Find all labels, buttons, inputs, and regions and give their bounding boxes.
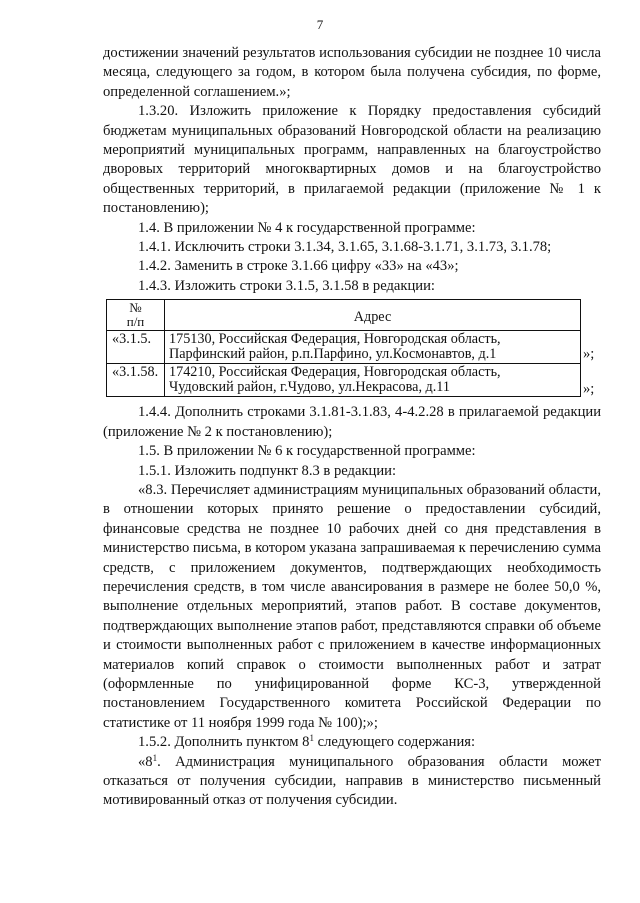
document-body bbox=[103, 44, 601, 811]
paragraph-1-3-20: 1.3.20. Изложить приложение к Порядку предоставления субсидий бюджетам муниципальных образований Новгородской области на реализацию мероприятий муниципальных программ, направленных на благоустройство дворовых территорий многоквартирных домов и на благоустройство общественных территорий, в прилагаемой редакции (приложение № 1 к постановлению); bbox=[103, 103, 601, 217]
text-run: следующего содержания: bbox=[313, 734, 476, 751]
row-number: «3.1.5. bbox=[107, 331, 165, 364]
paragraph-8-3: «8.3. Перечисляет администрациям муниципальных образований области, в отношении которых принято решение о предоставлении субсидий, финансовые средства не позднее 10 рабочих дней со дня представления в министерство письма, в котором указана запрашиваемая к перечислению сумма средств, с приложением документов, подтверждающих необходимость перечисления средств, в том числе авансирования в размере не более 50,0 %, выполнение отдельных мероприятий, этапов работ. В составе документов, подтверждающих выполнение этапов работ, представляются справки об объеме и стоимости выполненных работ с приложением в качестве информационных материалов копий справок о стоимости выполненных работ и затрат (оформленные по унифицированной форме КС-3, утвержденной постановлением Государственного комитета Российской Федерации по статистике от 11 ноября 1999 года № 100);»; bbox=[103, 481, 601, 731]
text-run: «8 bbox=[138, 753, 153, 770]
table-row bbox=[107, 331, 581, 364]
header-number-line2: п/п bbox=[126, 314, 145, 330]
paragraph-1-4-3: 1.4.3. Изложить строки 3.1.5, 3.1.58 в редакции: bbox=[138, 277, 435, 294]
paragraph-continuation: достижении значений результатов использования субсидии не позднее 10 числа месяца, следующего за годом, в котором была получена субсидия, по форме, определенной соглашением.»; bbox=[103, 45, 601, 100]
table-row bbox=[107, 364, 581, 397]
paragraph-1-5: 1.5. В приложении № 6 к государственной программе: bbox=[138, 443, 476, 460]
header-number-line1: № bbox=[129, 300, 142, 316]
row-address bbox=[165, 364, 581, 397]
address-table-block bbox=[103, 299, 601, 397]
header-address: Адрес bbox=[165, 300, 581, 331]
row-closing-quote: »; bbox=[583, 381, 595, 398]
page-number: 7 bbox=[316, 17, 324, 32]
header-number bbox=[107, 300, 165, 331]
address-table bbox=[106, 299, 581, 397]
paragraph-1-4-1: 1.4.1. Исключить строки 3.1.34, 3.1.65, 3.1.68-3.1.71, 3.1.73, 3.1.78; bbox=[138, 239, 552, 256]
paragraph-1-5-1: 1.5.1. Изложить подпункт 8.3 в редакции: bbox=[138, 462, 397, 479]
text-run: 1.5.2. Дополнить пунктом 8 bbox=[138, 734, 310, 751]
paragraph-1-4-2: 1.4.2. Заменить в строке 3.1.66 цифру «33» на «43»; bbox=[138, 258, 459, 275]
address-line: 175130, Российская Федерация, Новгородская область, bbox=[169, 331, 501, 348]
paragraph-1-5-2 bbox=[103, 733, 601, 752]
row-number: «3.1.58. bbox=[107, 364, 165, 397]
address-line: 174210, Российская Федерация, Новгородская область, bbox=[169, 364, 501, 381]
text-run: . Администрация муниципального образования области может отказаться от получения субсидии, направив в министерство письменный мотивированный отказ от получения субсидии. bbox=[103, 753, 601, 809]
address-line: Парфинский район, р.п.Парфино, ул.Космонавтов, д.1 bbox=[169, 346, 497, 363]
row-address bbox=[165, 331, 581, 364]
table-header-row bbox=[107, 300, 581, 331]
address-line: Чудовский район, г.Чудово, ул.Некрасова, д.11 bbox=[169, 379, 450, 396]
paragraph-8-1 bbox=[103, 753, 601, 811]
superscript: 1 bbox=[309, 733, 314, 744]
paragraph-1-4-4: 1.4.4. Дополнить строками 3.1.81-3.1.83, 4-4.2.28 в прилагаемой редакции (приложение № 2 к постановлению); bbox=[103, 404, 601, 440]
superscript: 1 bbox=[152, 752, 158, 763]
row-closing-quote: »; bbox=[583, 346, 595, 363]
paragraph-1-4: 1.4. В приложении № 4 к государственной программе: bbox=[138, 219, 476, 236]
